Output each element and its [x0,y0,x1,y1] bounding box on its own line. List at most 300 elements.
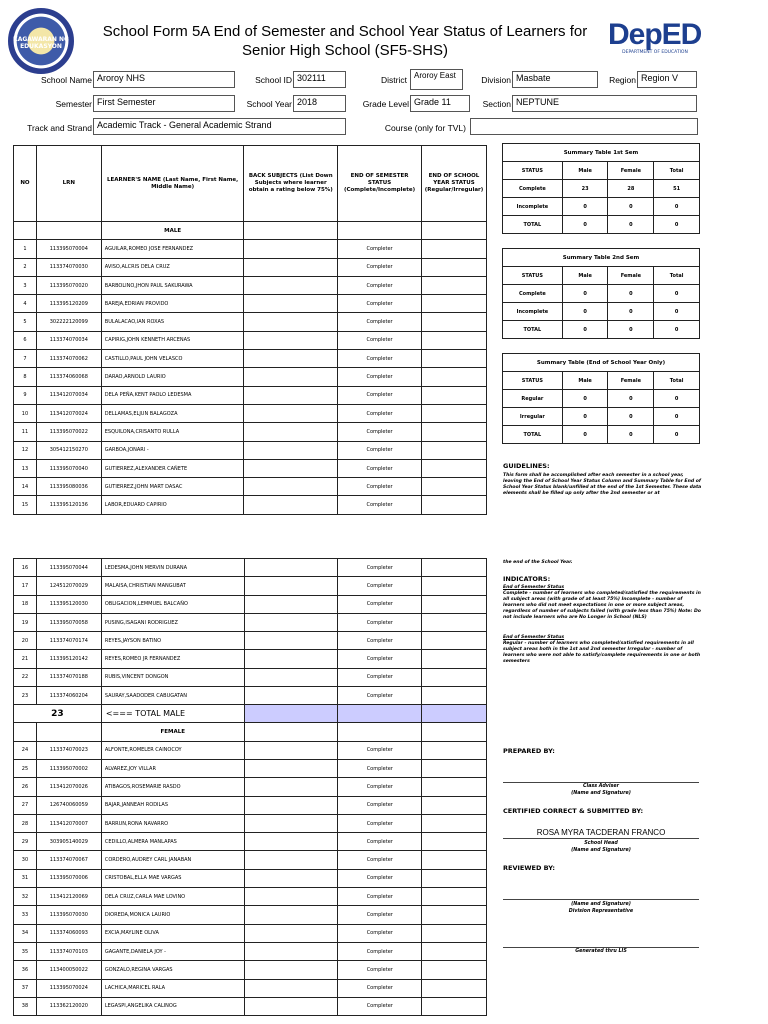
total-male-count: 23 [14,705,102,723]
row-name: BAJAR,JANNEAH RODILAS [101,796,244,814]
row-lrn: 126740060059 [36,796,101,814]
summary-cell: 0 [608,198,654,216]
deped-logo-text [608,18,702,52]
row-end-year-status [422,404,487,422]
row-back-subjects [244,577,338,595]
rep-sub: (Name and Signature) [571,902,631,907]
row-no: 11 [14,423,37,441]
summary-cell: 0 [562,321,608,339]
row-back-subjects [244,459,338,477]
row-end-year-status [422,613,487,631]
summary-col-header: Female [608,372,654,390]
summary-col-header: STATUS [503,372,563,390]
row-end-sem-status: Completer [338,961,422,979]
row-end-year-status [422,687,487,705]
row-name: CORDERO,AUDREY CARL JANABAN [101,851,244,869]
row-back-subjects [244,240,338,258]
row-lrn: 113395120030 [36,595,101,613]
row-no: 8 [14,368,37,386]
row-name: AGUILAR,ROMEO JOSE FERNANDEZ [101,240,244,258]
row-back-subjects [244,404,338,422]
summary-header-row [503,372,700,390]
row-lrn: 113374070062 [36,350,101,368]
row-lrn: 124512070029 [36,577,101,595]
table-row [14,997,487,1015]
row-end-year-status [422,240,487,258]
row-name: GAGANTE,DANIELA JOY - [101,942,244,960]
row-back-subjects [244,350,338,368]
district-field[interactable]: Aroroy East [410,69,463,90]
row-lrn: 113374060093 [36,924,101,942]
summary-cell: 0 [562,198,608,216]
row-end-year-status [422,595,487,613]
table-row [14,942,487,960]
row-end-sem-status: Completer [338,368,422,386]
summary-row [503,180,700,198]
summary-cell: 0 [654,216,700,234]
row-end-sem-status: Completer [338,240,422,258]
row-end-sem-status: Completer [338,258,422,276]
row-no: 21 [14,650,37,668]
table-row [14,313,487,331]
row-end-year-status [422,632,487,650]
row-name: REYES,JAYSON BATINO [101,632,244,650]
row-no: 7 [14,350,37,368]
row-end-year-status [422,668,487,686]
summary-cell: Complete [503,285,563,303]
row-end-year-status [422,888,487,906]
indicators-heading: INDICATORS: [503,575,551,583]
table-row [14,869,487,887]
row-end-year-status [422,459,487,477]
row-back-subjects [244,368,338,386]
row-end-year-status [422,577,487,595]
row-name: ALFONTE,ROMELER CAINOCOY [101,741,244,759]
row-name: SAURAY,SAADODER CABUGATAN [101,687,244,705]
row-lrn: 113395070030 [36,906,101,924]
summary1-title: Summary Table 1st Sem [503,144,700,162]
row-name: BARBOLINO,JHON PAUL SAKURAWA [101,276,244,294]
row-no: 26 [14,778,37,796]
row-end-sem-status: Completer [338,778,422,796]
generated-line [503,947,699,948]
adviser-sub: (Name and Signature) [571,791,631,796]
guidelines-text-1: This form shall be accomplished after each semester in a school year, leaving the End of School Year Status Column and Summary Table for End of School Year Status blank/unfilled at the end of the 1st Semester. These data elements shall be filled up only after the 2nd semester or at [503,473,702,496]
row-lrn: 113395070002 [36,759,101,777]
summary-cell: 0 [654,408,700,426]
head-signature-line [503,838,699,839]
row-no: 30 [14,851,37,869]
row-end-sem-status: Completer [338,423,422,441]
summary-col-header: Total [654,267,700,285]
row-back-subjects [244,906,338,924]
row-name: CASTILLO,PAUL JOHN VELASCO [101,350,244,368]
table-row [14,851,487,869]
learners-table-top [13,145,487,515]
track-field[interactable]: Academic Track - General Academic Strand [93,118,346,135]
table-row [14,741,487,759]
row-end-sem-status: Completer [338,478,422,496]
row-name: EXCIA,MAYLINE OLIVA [101,924,244,942]
guidelines-text-2: the end of the School Year. [503,560,573,565]
row-lrn: 113374070034 [36,331,101,349]
summary-table-1st-sem [502,143,700,234]
row-no: 31 [14,869,37,887]
summary-cell: 0 [608,303,654,321]
summary-cell: 0 [654,321,700,339]
row-back-subjects [244,423,338,441]
row-end-year-status [422,331,487,349]
summary-col-header: Male [562,267,608,285]
row-end-year-status [422,423,487,441]
row-name: DIOREDA,MONICA LAURIO [101,906,244,924]
row-end-year-status [422,997,487,1015]
row-lrn: 113395120136 [36,496,101,514]
table-row [14,687,487,705]
row-end-year-status [422,478,487,496]
row-no: 12 [14,441,37,459]
table-row [14,833,487,851]
row-end-sem-status: Completer [338,741,422,759]
row-end-year-status [422,741,487,759]
table-row [14,668,487,686]
summary-cell: 0 [562,285,608,303]
total-male-row [14,705,487,723]
table-row [14,650,487,668]
school-id-field[interactable]: 302111 [293,71,346,88]
row-name: RUBIS,VINCENT DONGON [101,668,244,686]
row-back-subjects [244,313,338,331]
row-back-subjects [244,979,338,997]
total-male-label: <=== TOTAL MALE [101,705,244,723]
school-id-label: School ID [255,75,292,85]
row-back-subjects [244,276,338,294]
row-name: OBLIGACION,LEMMUEL BALCAÑO [101,595,244,613]
row-end-year-status [422,368,487,386]
row-back-subjects [244,559,338,577]
row-end-sem-status: Completer [338,331,422,349]
row-end-year-status [422,386,487,404]
row-no: 22 [14,668,37,686]
row-back-subjects [244,595,338,613]
summary-row [503,285,700,303]
row-no: 19 [14,613,37,631]
school-year-field[interactable]: 2018 [293,95,346,112]
row-end-year-status [422,295,487,313]
summary-cell: 0 [562,303,608,321]
row-back-subjects [244,613,338,631]
row-end-sem-status: Completer [338,796,422,814]
row-lrn: 302222120099 [36,313,101,331]
row-end-year-status [422,313,487,331]
summary-row [503,408,700,426]
row-no: 23 [14,687,37,705]
summary-cell: TOTAL [503,216,563,234]
male-label: MALE [101,222,244,240]
row-no: 1 [14,240,37,258]
grade-level-field[interactable]: Grade 11 [410,95,470,112]
row-name: GUTIERREZ,ALEXANDER CAÑETE [101,459,244,477]
row-end-year-status [422,851,487,869]
summary-col-header: Male [562,162,608,180]
guidelines-block-2 [503,560,703,665]
row-no: 6 [14,331,37,349]
table-row [14,423,487,441]
row-back-subjects [244,441,338,459]
school-year-label: School Year [246,99,292,109]
row-no: 29 [14,833,37,851]
row-back-subjects [244,942,338,960]
row-lrn: 113362120020 [36,997,101,1015]
title-line-2: Senior High School (SF5-SHS) [242,42,448,59]
section-field[interactable]: NEPTUNE [512,95,697,112]
row-lrn: 113395070020 [36,276,101,294]
row-end-year-status [422,276,487,294]
table-row [14,240,487,258]
row-end-year-status [422,979,487,997]
deped-logo-icon [608,18,702,72]
row-name: BARRUN,RONA NAVARRO [101,814,244,832]
table-row [14,331,487,349]
row-lrn: 113374070188 [36,668,101,686]
row-no: 9 [14,386,37,404]
row-lrn: 113395120209 [36,295,101,313]
row-end-sem-status: Completer [338,997,422,1015]
summary-cell: TOTAL [503,321,563,339]
indicator-2-text: Regular - number of learners who completed/satisfied requirements in all subject areas both in the 1st and 2nd semester Irregular - number of learners who were not able to satisfy/complete requirements in one or both semesters [503,641,701,664]
learners-table-bottom [13,558,487,1016]
row-no: 34 [14,924,37,942]
row-end-sem-status: Completer [338,441,422,459]
row-name: GONZALO,REGINA VARGAS [101,961,244,979]
row-back-subjects [244,295,338,313]
row-name: AVISO,ALCRIS DELA CRUZ [101,258,244,276]
row-no: 5 [14,313,37,331]
row-name: LABOR,EDUARD CAPIRIO [101,496,244,514]
col-header-no: NO [14,146,37,222]
row-lrn: 113374070067 [36,851,101,869]
summary-row [503,321,700,339]
school-head-sub: (Name and Signature) [571,848,631,853]
row-lrn: 113400050022 [36,961,101,979]
summary-col-header: Female [608,267,654,285]
certified-label: CERTIFIED CORRECT & SUBMITTED BY: [503,807,644,815]
table-row [14,441,487,459]
row-end-sem-status: Completer [338,851,422,869]
row-end-sem-status: Completer [338,295,422,313]
row-lrn: 113412070024 [36,404,101,422]
table-row [14,778,487,796]
table-row [14,632,487,650]
row-end-sem-status: Completer [338,459,422,477]
summary2-title: Summary Table 2nd Sem [503,249,700,267]
summary-col-header: STATUS [503,162,563,180]
row-lrn: 113412120069 [36,888,101,906]
summary-col-header: Total [654,162,700,180]
summary-cell: 0 [608,285,654,303]
summary-col-header: Male [562,372,608,390]
row-name: CRISTOBAL,ELLA MAE VARGAS [101,869,244,887]
row-back-subjects [244,851,338,869]
table-row [14,559,487,577]
row-end-sem-status: Completer [338,577,422,595]
row-name: DELA CRUZ,CARLA MAE LOVINO [101,888,244,906]
row-no: 35 [14,942,37,960]
row-end-sem-status: Completer [338,814,422,832]
row-end-year-status [422,258,487,276]
summary-header-row [503,162,700,180]
row-end-year-status [422,942,487,960]
school-name-field[interactable]: Aroroy NHS [93,71,235,88]
rep-signature-line [503,899,699,900]
row-no: 2 [14,258,37,276]
rep-title: Division Representative [568,909,634,914]
course-label: Course (only for TVL) [384,123,466,133]
table-row [14,906,487,924]
table-row [14,386,487,404]
row-end-sem-status: Completer [338,833,422,851]
summary-row [503,303,700,321]
summary-cell: 51 [654,180,700,198]
male-section-row [14,222,487,240]
row-end-sem-status: Completer [338,869,422,887]
row-name: BULALACAO,IAN ROXAS [101,313,244,331]
row-back-subjects [244,833,338,851]
row-no: 25 [14,759,37,777]
deped-logo-sub: DEPARTMENT OF EDUCATION [622,50,688,55]
row-end-sem-status: Completer [338,906,422,924]
guidelines-heading: GUIDELINES: [503,462,550,470]
division-field[interactable]: Masbate [512,71,598,88]
row-back-subjects [244,759,338,777]
row-end-sem-status: Completer [338,386,422,404]
row-back-subjects [244,331,338,349]
row-end-sem-status: Completer [338,979,422,997]
row-end-year-status [422,833,487,851]
row-end-year-status [422,778,487,796]
row-no: 10 [14,404,37,422]
row-no: 3 [14,276,37,294]
summary-cell: Regular [503,390,563,408]
table-row [14,577,487,595]
row-end-sem-status: Completer [338,276,422,294]
row-name: GARBOA,JONARI - [101,441,244,459]
summary-cell: 0 [608,216,654,234]
semester-label: Semester [55,99,92,109]
summary-cell: 0 [562,408,608,426]
table-row [14,276,487,294]
district-label: District [381,75,407,85]
row-end-year-status [422,796,487,814]
row-back-subjects [244,650,338,668]
row-lrn: 305412150270 [36,441,101,459]
summary-cell: Complete [503,180,563,198]
table-row [14,496,487,514]
row-name: MALAISA,CHRISTIAN MANGUBAT [101,577,244,595]
summary-cell: 0 [654,303,700,321]
semester-field[interactable]: First Semester [93,95,235,112]
summary-cell: 0 [654,285,700,303]
table-row [14,796,487,814]
summary-cell: 0 [608,408,654,426]
row-back-subjects [244,632,338,650]
row-end-year-status [422,961,487,979]
row-name: CAPIRIG,JOHN KENNETH ARCENAS [101,331,244,349]
table-row [14,888,487,906]
row-no: 36 [14,961,37,979]
region-field[interactable]: Region V [637,71,697,88]
row-back-subjects [244,924,338,942]
summary-cell: 0 [608,390,654,408]
row-lrn: 113374070103 [36,942,101,960]
row-end-year-status [422,650,487,668]
title-line-1: School Form 5A End of Semester and School Year Status of Learners for [102,23,588,40]
female-label: FEMALE [101,723,244,741]
table-row [14,814,487,832]
summary-cell: Incomplete [503,198,563,216]
seal-text: KAGAWARAN NG EDUKASYON [13,36,69,50]
row-back-subjects [244,814,338,832]
row-back-subjects [244,778,338,796]
row-no: 20 [14,632,37,650]
row-end-year-status [422,814,487,832]
prepared-by-label: PREPARED BY: [503,747,555,755]
row-end-year-status [422,924,487,942]
grade-level-label: Grade Level [362,99,409,109]
row-name: REYES,ROMEO JR FERNANDEZ [101,650,244,668]
row-back-subjects [244,478,338,496]
row-no: 14 [14,478,37,496]
female-section-row [14,723,487,741]
summary-row [503,216,700,234]
row-back-subjects [244,258,338,276]
deped-seal-icon [8,8,74,74]
summary-cell: 23 [562,180,608,198]
summary-cell: 0 [562,426,608,444]
table-row [14,404,487,422]
row-name: ESQUILONA,CRISANTO RULLA [101,423,244,441]
row-end-year-status [422,869,487,887]
row-end-sem-status: Completer [338,650,422,668]
row-lrn: 113374070174 [36,632,101,650]
row-no: 16 [14,559,37,577]
row-lrn: 113395070022 [36,423,101,441]
row-back-subjects [244,997,338,1015]
adviser-signature-line [503,782,699,783]
row-lrn: 113395120142 [36,650,101,668]
course-field[interactable] [470,118,698,135]
row-name: PUSING,ISAGANI RODRIGUEZ [101,613,244,631]
summary-cell: 0 [654,390,700,408]
row-no: 17 [14,577,37,595]
adviser-title: Class Adviser [582,784,620,789]
col-header-lrn: LRN [36,146,101,222]
col-header-end-sem: END OF SEMESTER STATUS (Complete/Incomplete) [338,146,422,222]
row-lrn: 113395070040 [36,459,101,477]
row-no: 32 [14,888,37,906]
table-row [14,368,487,386]
row-no: 24 [14,741,37,759]
summary-cell: Incomplete [503,303,563,321]
summary-table-2nd-sem [502,248,700,339]
row-back-subjects [244,668,338,686]
summary-cell: 0 [562,390,608,408]
row-name: DARAO,ARNOLD LAURIO [101,368,244,386]
row-back-subjects [244,496,338,514]
summary-cell: 28 [608,180,654,198]
row-lrn: 113374070030 [36,258,101,276]
row-back-subjects [244,888,338,906]
